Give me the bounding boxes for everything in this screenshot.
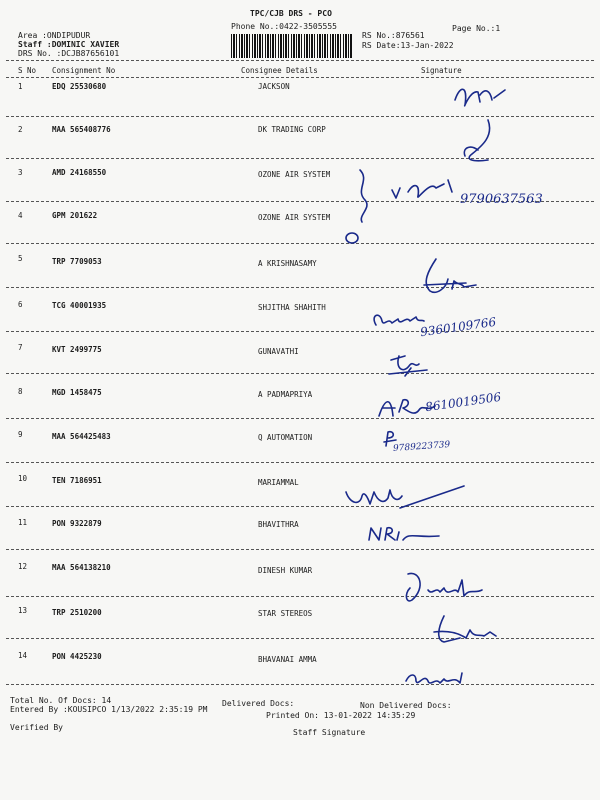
row-sno: 13 — [18, 606, 28, 615]
handwritten-phone-row-6: 9360109766 — [419, 314, 497, 340]
row-consignment: MAA 564425483 — [52, 432, 111, 441]
row-sno: 8 — [18, 387, 23, 396]
rs-date: RS Date:13-Jan-2022 — [362, 41, 454, 50]
row-divider — [6, 418, 594, 419]
entered-by: Entered By :KOUSIPCO 1/13/2022 2:35:19 PM — [10, 705, 208, 714]
row-divider — [6, 506, 594, 507]
barcode-image — [231, 34, 353, 58]
row-consignee: JACKSON — [258, 82, 290, 91]
row-consignment: AMD 24168550 — [52, 168, 107, 177]
row-divider — [6, 549, 594, 550]
row-consignee: MARIAMMAL — [258, 478, 299, 487]
page-number: Page No.:1 — [452, 24, 501, 33]
row-consignment: PON 9322879 — [52, 519, 102, 528]
delivered-docs: Delivered Docs: — [222, 699, 295, 708]
row-sno: 9 — [18, 430, 23, 439]
row-sno: 10 — [18, 474, 28, 483]
signature-row-2 — [460, 118, 500, 166]
row-consignment: TRP 2510200 — [52, 608, 102, 617]
row-consignment: TRP 7709053 — [52, 257, 102, 266]
row-divider — [6, 116, 594, 117]
divider — [6, 60, 594, 61]
row-consignee: A PADMAPRIYA — [258, 390, 313, 399]
row-consignment: EDQ 25530680 — [52, 82, 107, 91]
document-title: TPC/CJB DRS - PCO — [250, 9, 332, 18]
column-header-sno: S No — [18, 66, 37, 75]
column-header-consignment: Consignment No — [52, 66, 116, 75]
row-consignee: DINESH KUMAR — [258, 566, 313, 575]
row-consignee: STAR STEREOS — [258, 609, 313, 618]
row-consignment: MGD 1458475 — [52, 388, 102, 397]
row-consignment: TEN 7186951 — [52, 476, 102, 485]
signature-row-1 — [450, 80, 510, 115]
printed-on: Printed On: 13-01-2022 14:35:29 — [266, 711, 416, 720]
row-sno: 7 — [18, 343, 23, 352]
row-consignee: Q AUTOMATION — [258, 433, 313, 442]
area-label: Area :ONDIPUDUR — [18, 31, 91, 40]
signature-row-5 — [418, 255, 490, 297]
total-docs: Total No. Of Docs: 14 — [10, 696, 112, 705]
row-sno: 6 — [18, 300, 23, 309]
row-divider — [6, 158, 594, 159]
signature-row-12 — [400, 568, 490, 608]
row-consignment: MAA 565408776 — [52, 125, 111, 134]
signature-row-14 — [402, 665, 472, 689]
staff-signature: Staff Signature — [293, 728, 366, 737]
row-consignment: PON 4425230 — [52, 652, 102, 661]
row-sno: 4 — [18, 211, 23, 220]
row-consignee: OZONE AIR SYSTEM — [258, 213, 331, 222]
column-header-consignee: Consignee Details — [241, 66, 318, 75]
signature-row-6 — [368, 305, 428, 335]
phone-number: Phone No.:0422-3505555 — [231, 22, 337, 31]
column-header-signature: Signature — [421, 66, 462, 75]
signature-row-11 — [365, 522, 445, 546]
row-consignment: GPM 201622 — [52, 211, 98, 220]
row-sno: 11 — [18, 518, 28, 527]
handwritten-phone-row-9: 9789223739 — [392, 440, 451, 454]
row-consignee: BHAVANAI AMMA — [258, 655, 317, 664]
row-consignee: DK TRADING CORP — [258, 125, 326, 134]
row-divider — [6, 638, 594, 639]
signature-row-10 — [340, 482, 470, 518]
row-consignee: SHJITHA SHAHITH — [258, 303, 326, 312]
row-sno: 3 — [18, 168, 23, 177]
row-divider — [6, 462, 594, 463]
row-divider — [6, 596, 594, 597]
row-divider — [6, 331, 594, 332]
row-consignee: OZONE AIR SYSTEM — [258, 170, 331, 179]
drs-number: DRS No. :DCJB87656101 — [18, 49, 120, 58]
row-sno: 14 — [18, 651, 28, 660]
divider — [6, 77, 594, 78]
row-divider — [6, 373, 594, 374]
row-consignee: A KRISHNASAMY — [258, 259, 317, 268]
staff-label: Staff :DOMINIC XAVIER — [18, 40, 120, 49]
row-sno: 1 — [18, 82, 23, 91]
rs-number: RS No.:876561 — [362, 31, 425, 40]
row-divider — [6, 243, 594, 244]
handwritten-phone-row-8: 8610019506 — [424, 389, 502, 415]
non-delivered-docs: Non Delivered Docs: — [360, 701, 452, 710]
verified-by: Verified By — [10, 723, 63, 732]
row-sno: 5 — [18, 254, 23, 263]
row-sno: 12 — [18, 562, 28, 571]
row-sno: 2 — [18, 125, 23, 134]
signature-row-13 — [430, 612, 500, 650]
signature-row-7 — [385, 348, 435, 380]
handwritten-phone-row-3: 9790637563 — [460, 192, 543, 207]
row-consignee: BHAVITHRA — [258, 520, 299, 529]
row-divider — [6, 287, 594, 288]
signature-row-3-4 — [340, 160, 480, 250]
row-consignment: TCG 40001935 — [52, 301, 107, 310]
row-consignment: KVT 2499775 — [52, 345, 102, 354]
row-consignee: GUNAVATHI — [258, 347, 299, 356]
row-divider — [6, 684, 594, 685]
row-consignment: MAA 564138210 — [52, 563, 111, 572]
